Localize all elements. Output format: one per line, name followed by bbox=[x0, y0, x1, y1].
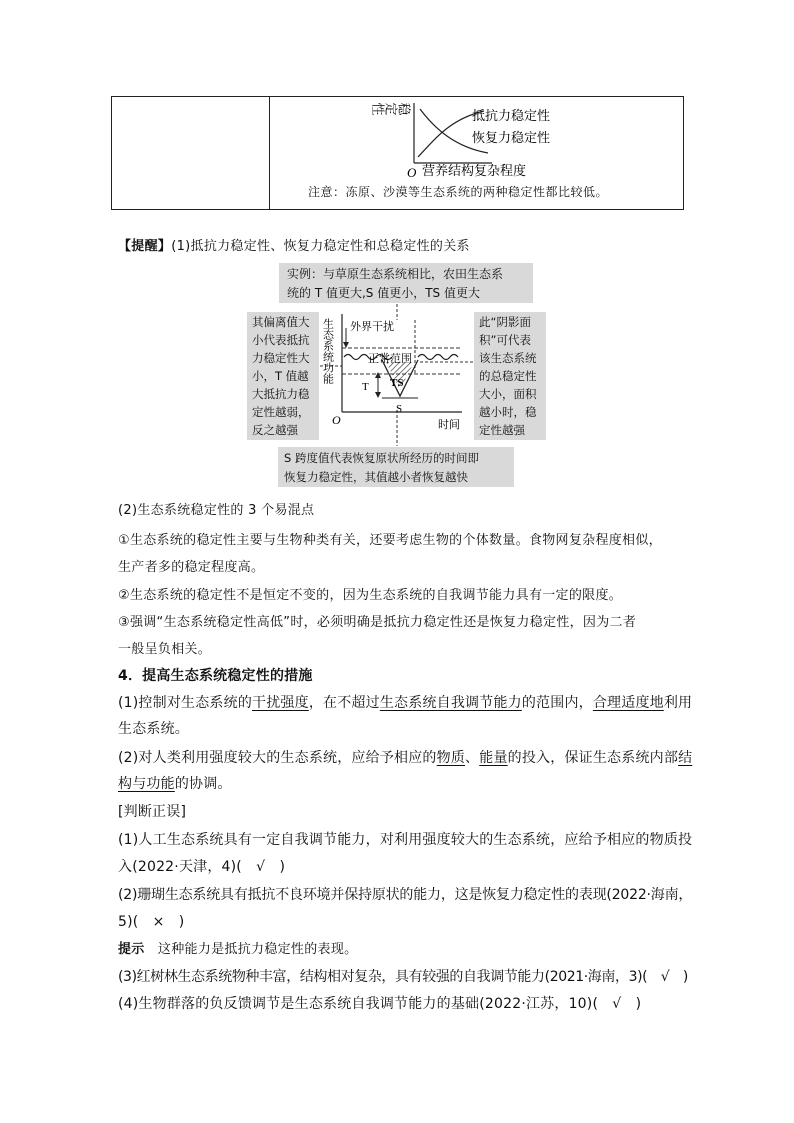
m2-text: 、 bbox=[465, 750, 480, 766]
diagram-left-box bbox=[247, 312, 319, 440]
diagram-y-axis-label: 生态系统功能 bbox=[321, 318, 335, 384]
m2-underlined: 能量 bbox=[479, 750, 508, 766]
sec4-m2-line2 bbox=[118, 773, 232, 793]
right-box-line: 积”可代表 bbox=[479, 333, 531, 347]
table-note: 注意：冻原、沙漠等生态系统的两种稳定性都比较低。 bbox=[308, 185, 609, 199]
right-box-line: 的总稳定性 bbox=[479, 369, 537, 383]
m2-text: (2)对人类利用强度较大的生态系统，应给予相应的 bbox=[118, 750, 437, 766]
tip-title: (1)抵抗力稳定性、恢复力稳定性和总稳定性的关系 bbox=[171, 239, 470, 254]
sec2-p1a: ①生态系统的稳定性主要与生物种类有关，还要考虑生物的个体数量。食物网复杂程度相似， bbox=[118, 533, 662, 548]
m1-text: ，在不超过 bbox=[308, 695, 380, 711]
m2-underlined: 构与功能 bbox=[118, 776, 175, 792]
chart-origin: O bbox=[407, 165, 417, 180]
judge-hint bbox=[118, 938, 357, 957]
chart-x-axis-label: 营养结构复杂程度 bbox=[422, 164, 527, 179]
left-box-line: 定性越弱， bbox=[252, 405, 310, 419]
sec2-p2: ②生态系统的稳定性不是恒定不变的，因为生态系统的自我调节能力具有一定的限度。 bbox=[118, 588, 623, 603]
right-box-line: 定性越强 bbox=[479, 423, 525, 437]
judge-q3: (3)红树林生态系统物种丰富，结构相对复杂，具有较强的自我调节能力(2021·海南，3)( √ ) bbox=[118, 969, 688, 985]
stability-diagram bbox=[320, 300, 474, 450]
sec4-m1 bbox=[118, 692, 692, 712]
diagram-origin: O bbox=[332, 413, 341, 427]
sec4-title: 4．提高生态系统稳定性的措施 bbox=[118, 668, 313, 684]
m1-underlined: 合理适度地 bbox=[592, 695, 664, 711]
m2-text: 的投入，保证生态系统内部 bbox=[507, 750, 679, 766]
sec2-title: (2)生态系统稳定性的 3 个易混点 bbox=[118, 503, 315, 518]
chart-curve1-label: 抵抗力稳定性 bbox=[472, 109, 551, 124]
m2-underlined: 物质 bbox=[436, 750, 466, 766]
m1-underlined: 干扰强度 bbox=[252, 695, 309, 711]
left-box-line: 小代表抵抗 bbox=[252, 333, 310, 347]
chart-curve2-label: 恢复力稳定性 bbox=[472, 131, 551, 146]
judge-title: [判断正误] bbox=[118, 804, 187, 820]
diagram-disturb-label: 外界干扰 bbox=[350, 320, 394, 333]
tip-tag: 【提醒】 bbox=[118, 239, 172, 254]
m1-text: (1)控制对生态系统的 bbox=[118, 695, 253, 711]
m1-text: 的范围内， bbox=[521, 695, 593, 711]
bottom-box-line: 恢复力稳定性，其值越小者恢复越快 bbox=[284, 470, 468, 484]
diagram-bottom-box bbox=[278, 447, 514, 487]
left-box-line: 大抵抗力稳 bbox=[252, 387, 310, 401]
sec4-m2 bbox=[118, 747, 692, 767]
diagram-TS-label: TS bbox=[390, 377, 404, 389]
right-box-line: 此“阴影面 bbox=[479, 315, 531, 329]
diagram-normal-label: 正常范围 bbox=[368, 352, 412, 365]
judge-q1a: (1)人工生态系统具有一定自我调节能力，对利用强度较大的生态系统，应给予相应的物质投 bbox=[118, 832, 693, 848]
judge-q2b: 5)( × ) bbox=[118, 914, 185, 930]
sec2-p3b: 一般呈负相关。 bbox=[118, 642, 212, 657]
stability-curve-chart bbox=[372, 99, 580, 181]
m2-underlined: 结 bbox=[678, 750, 693, 766]
right-box-line: 越小时，稳 bbox=[479, 405, 537, 419]
diagram-top-box bbox=[279, 263, 533, 303]
m1-text: 利用 bbox=[663, 695, 693, 711]
m2-text: 的协调。 bbox=[174, 776, 232, 792]
diagram-x-axis-label: 时间 bbox=[438, 418, 460, 431]
tip-line bbox=[118, 235, 470, 254]
hint-label: 提示 bbox=[118, 942, 145, 957]
sec4-m1-line2: 生态系统。 bbox=[118, 721, 189, 737]
left-box-line: 反之越强 bbox=[252, 423, 298, 437]
diagram-right-box bbox=[474, 312, 546, 440]
bottom-box-line: S 跨度值代表恢复原状所经历的时间即 bbox=[284, 451, 479, 465]
left-box-line: 小，T 值越 bbox=[252, 369, 309, 383]
judge-q2a: (2)珊瑚生态系统具有抵抗不良环境并保持原状的能力，这是恢复力稳定性的表现(2022·海南， bbox=[118, 887, 693, 903]
judge-q1b: 入(2022·天津，4)( √ ) bbox=[118, 859, 286, 875]
table-divider bbox=[269, 97, 270, 209]
right-box-line: 大小，面积 bbox=[479, 387, 537, 401]
top-box-line: 统的 T 值更大,S 值更小，TS 值更大 bbox=[287, 286, 480, 300]
sec2-p1b: 生产者多的稳定程度高。 bbox=[118, 560, 265, 575]
right-box-line: 该生态系统 bbox=[479, 351, 537, 365]
left-box-line: 力稳定性大 bbox=[252, 351, 310, 365]
sec2-p3a: ③强调“生态系统稳定性高低”时，必须明确是抵抗力稳定性还是恢复力稳定性，因为二者 bbox=[118, 615, 637, 630]
hint-text: 这种能力是抵抗力稳定性的表现。 bbox=[157, 942, 358, 957]
m1-underlined: 生态系统自我调节能力 bbox=[379, 695, 522, 711]
left-box-line: 其偏离值大 bbox=[252, 315, 310, 329]
diagram-S-label: S bbox=[396, 403, 403, 415]
judge-q4: (4)生物群落的负反馈调节是生态系统自我调节能力的基础(2022·江苏，10)( √ ) bbox=[118, 996, 642, 1012]
diagram-T-label: T bbox=[362, 381, 369, 393]
top-box-line: 实例：与草原生态系统相比，农田生态系 bbox=[287, 267, 504, 281]
chart-y-axis-label: 稳定性 bbox=[372, 99, 411, 115]
